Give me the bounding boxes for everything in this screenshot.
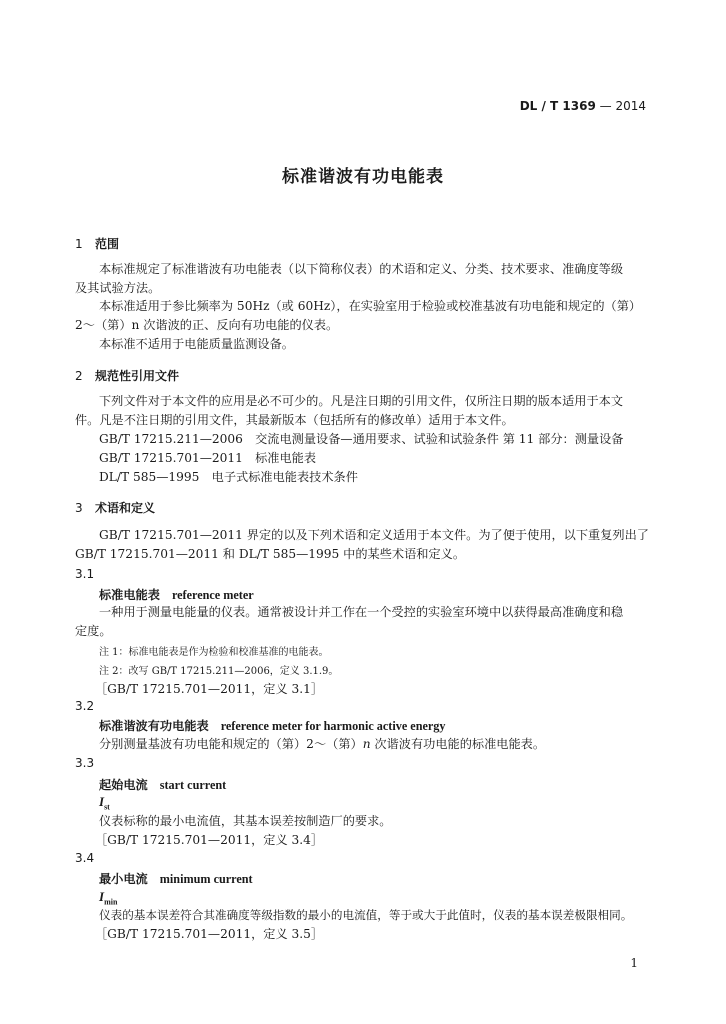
refs-paragraph-line-2: 件。凡是不注日期的引用文件，其最新版本（包括所有的修改单）适用于本文件。 <box>75 413 514 427</box>
section-3-heading: 3 术语和定义 <box>75 501 156 515</box>
term-3-4-source: ［GB/T 17215.701—2011，定义 3.5］ <box>95 927 324 941</box>
term-3-4-name: 最小电流 minimum current <box>99 872 253 886</box>
term-3-1-number: 3.1 <box>75 567 95 581</box>
term-3-3-name: 起始电流 start current <box>99 778 227 792</box>
document-title: 标准谐波有功电能表 <box>282 167 444 187</box>
section-2-heading: 2 规范性引用文件 <box>75 369 180 383</box>
scope-paragraph-2-line-1: 本标准适用于参比频率为 50Hz（或 60Hz），在实验室用于检验或校准基波有功电能和规定的（第） <box>99 299 642 313</box>
term-3-4-symbol: $I_{min}$ <box>99 889 118 907</box>
scope-paragraph-2-line-2: 2～（第）n 次谐波的正、反向有功电能的仪表。 <box>75 318 339 332</box>
scope-paragraph-1-line-1: 本标准规定了标准谐波有功电能表（以下简称仪表）的术语和定义、分类、技术要求、准确度等级 <box>99 262 624 276</box>
term-3-2-name: 标准谐波有功电能表 reference meter for harmonic active energy <box>99 719 446 733</box>
term-3-1-source: ［GB/T 17215.701—2011，定义 3.1］ <box>95 682 324 696</box>
terms-intro-line-1: GB/T 17215.701—2011 界定的以及下列术语和定义适用于本文件。为了便于使用，以下重复列出了 <box>99 528 649 542</box>
term-3-3-definition: 仪表标称的最小电流值，其基本误差按制造厂的要求。 <box>99 814 392 828</box>
term-3-3-source: ［GB/T 17215.701—2011，定义 3.4］ <box>95 833 324 847</box>
reference-item-2: GB/T 17215.701—2011 标准电能表 <box>99 451 317 465</box>
term-3-3-symbol: $I_{st}$ <box>99 794 110 812</box>
term-3-2-number: 3.2 <box>75 699 95 713</box>
term-3-1-definition-line-1: 一种用于测量电能量的仪表。通常被设计并工作在一个受控的实验室环境中以获得最高准确度和稳 <box>99 605 624 619</box>
term-3-4-number: 3.4 <box>75 851 95 865</box>
term-3-4-definition: 仪表的基本误差符合其准确度等级指数的最小的电流值，等于或大于此值时，仪表的基本误差极限相同。 <box>99 908 633 922</box>
term-3-2-definition: 分别测量基波有功电能和规定的（第）2～（第）n 次谐波有功电能的标准电能表。 <box>99 737 546 751</box>
standard-code-header: DL / T 1369 — 2014 <box>519 99 646 113</box>
section-1-heading: 1 范围 <box>75 237 120 251</box>
term-3-3-number: 3.3 <box>75 756 95 770</box>
term-3-1-note-1: 注 1：标准电能表是作为检验和校准基准的电能表。 <box>99 647 329 658</box>
reference-item-1: GB/T 17215.211—2006 交流电测量设备—通用要求、试验和试验条件 第 11 部分：测量设备 <box>99 432 624 446</box>
refs-paragraph-line-1: 下列文件对于本文件的应用是必不可少的。凡是注日期的引用文件，仅所注日期的版本适用于本文 <box>99 394 624 408</box>
term-3-1-name: 标准电能表 reference meter <box>99 588 254 602</box>
term-3-1-note-2: 注 2：改写 GB/T 17215.211—2006，定义 3.1.9。 <box>99 666 339 677</box>
terms-intro-line-2: GB/T 17215.701—2011 和 DL/T 585—1995 中的某些术语和定义。 <box>75 547 466 561</box>
reference-item-3: DL/T 585—1995 电子式标准电能表技术条件 <box>99 470 358 484</box>
scope-paragraph-3: 本标准不适用于电能质量监测设备。 <box>99 337 294 351</box>
term-3-1-definition-line-2: 定度。 <box>75 624 112 638</box>
scope-paragraph-1-line-2: 及其试验方法。 <box>75 281 161 295</box>
page-number: 1 <box>630 956 638 970</box>
